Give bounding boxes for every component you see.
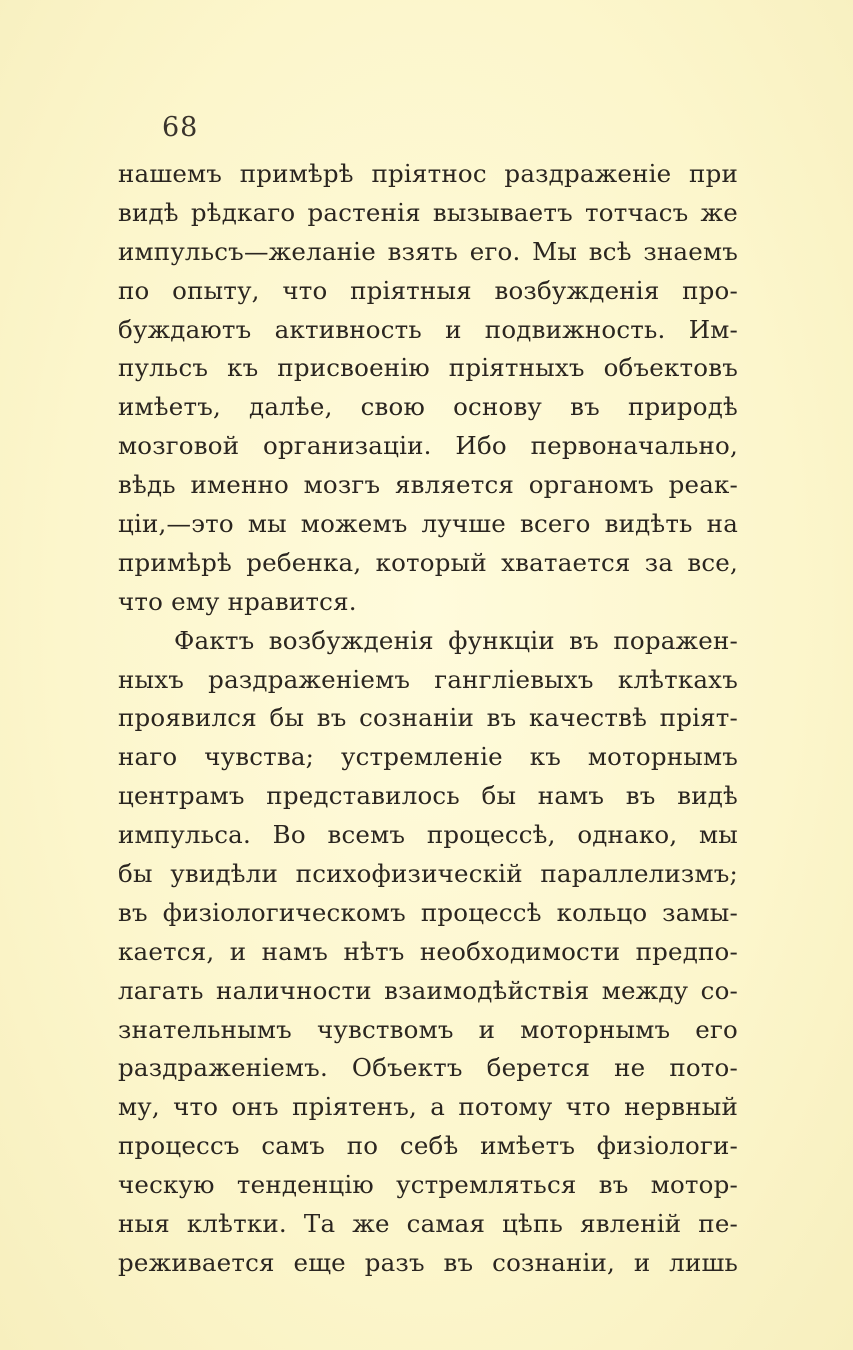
text-line: вѣдь именно мозгъ является органомъ реак- xyxy=(118,470,738,500)
text-line: по опыту, что пріятныя возбужденія про- xyxy=(118,275,738,305)
text-line: примѣрѣ ребенка, который хватается за все, xyxy=(118,547,738,577)
text-line: реживается еще разъ въ сознаніи, и лишь xyxy=(118,1247,738,1277)
text-line: проявился бы въ сознаніи въ качествѣ пріят- xyxy=(118,703,738,733)
text-line: что ему нравится. xyxy=(118,586,357,616)
text-line: кается, и намъ нѣтъ необходимости предпо- xyxy=(118,936,738,966)
text-line: раздраженіемъ. Объектъ берется не пото- xyxy=(118,1053,738,1083)
text-line: процессъ самъ по себѣ имѣетъ физіологи- xyxy=(118,1131,738,1161)
text-line: имѣетъ, далѣе, свою основу въ природѣ xyxy=(118,392,738,422)
text-line: ческую тенденцію устремляться въ мотор- xyxy=(118,1170,738,1200)
text-line: ныя клѣтки. Та же самая цѣпь явленій пе- xyxy=(118,1209,738,1239)
text-line: центрамъ представилось бы намъ въ видѣ xyxy=(118,781,738,811)
text-line: видѣ рѣдкаго растенія вызываетъ тотчасъ же xyxy=(118,197,738,227)
text-line: лагать наличности взаимодѣйствія между со- xyxy=(118,975,738,1005)
text-line: мозговой организаціи. Ибо первоначально, xyxy=(118,431,738,461)
text-line: му, что онъ пріятенъ, а потому что нервный xyxy=(118,1092,738,1122)
text-line: импульса. Во всемъ процессѣ, однако, мы xyxy=(118,820,738,850)
text-line: наго чувства; устремленіе къ моторнымъ xyxy=(118,742,738,772)
text-line: пульсъ къ присвоенію пріятныхъ объектовъ xyxy=(118,353,738,383)
body-text xyxy=(118,155,738,1283)
text-line: ціи,—это мы можемъ лучше всего видѣть на xyxy=(118,509,738,539)
text-line: буждаютъ активность и подвижность. Им- xyxy=(118,314,738,344)
text-line: ныхъ раздраженіемъ гангліевыхъ клѣткахъ xyxy=(118,664,738,694)
text-line: бы увидѣли психофизическій параллелизмъ; xyxy=(118,859,738,889)
text-line: въ физіологическомъ процессѣ кольцо замы- xyxy=(118,897,738,927)
page-number: 68 xyxy=(162,112,199,143)
text-line: импульсъ—желаніе взять его. Мы всѣ знаемъ xyxy=(118,236,738,266)
text-line: Фактъ возбужденія функціи въ поражен- xyxy=(174,625,738,655)
text-line: знательнымъ чувствомъ и моторнымъ его xyxy=(118,1014,738,1044)
text-line: нашемъ примѣрѣ пріятнос раздраженіе при xyxy=(118,159,738,188)
